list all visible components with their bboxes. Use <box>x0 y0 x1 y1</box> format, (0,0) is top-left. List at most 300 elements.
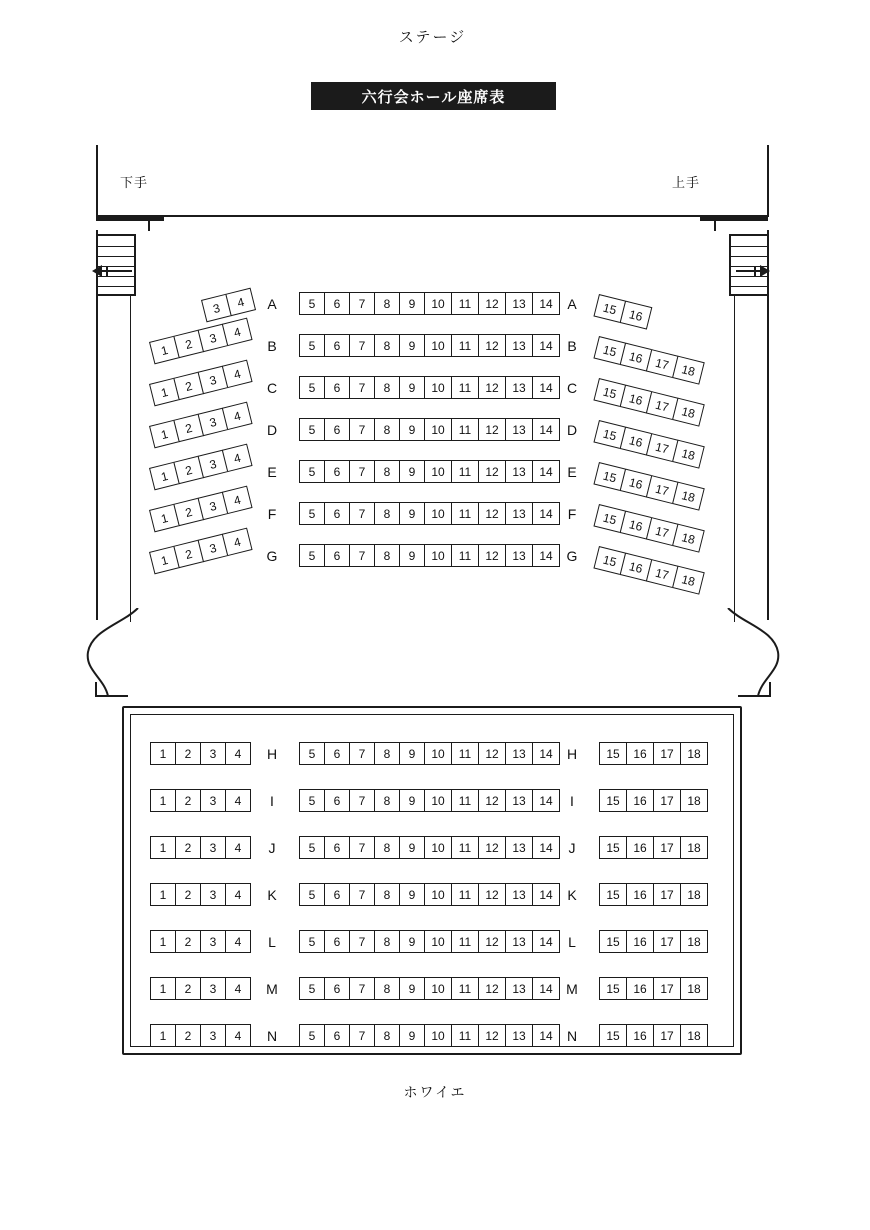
seat-E-2[interactable]: 2 <box>173 456 204 485</box>
seat-row-left-M <box>150 977 251 1000</box>
seat-C-5[interactable]: 5 <box>299 376 325 399</box>
seat-row-center-J <box>299 836 560 859</box>
wall-curve-left <box>82 608 140 698</box>
seat-C-2[interactable]: 2 <box>173 372 204 401</box>
seat-row-center-H <box>299 742 560 765</box>
seat-A-12[interactable]: 12 <box>478 292 506 315</box>
seat-M-7[interactable]: 7 <box>349 977 375 1000</box>
seat-L-5[interactable]: 5 <box>299 930 325 953</box>
seat-H-13[interactable]: 13 <box>505 742 533 765</box>
seat-J-2[interactable]: 2 <box>175 836 201 859</box>
seat-J-11[interactable]: 11 <box>451 836 479 859</box>
row-letter-F-left: F <box>267 506 277 522</box>
seat-J-8[interactable]: 8 <box>374 836 400 859</box>
seat-E-5[interactable]: 5 <box>299 460 325 483</box>
seat-G-3[interactable]: 3 <box>198 534 229 563</box>
seat-J-1[interactable]: 1 <box>150 836 176 859</box>
seat-J-13[interactable]: 13 <box>505 836 533 859</box>
seat-G-1[interactable]: 1 <box>149 546 180 575</box>
seat-E-6[interactable]: 6 <box>324 460 350 483</box>
seat-N-2[interactable]: 2 <box>175 1024 201 1047</box>
seat-B-12[interactable]: 12 <box>478 334 506 357</box>
seat-row-center-A <box>299 292 560 315</box>
stage-label: ステージ <box>398 29 467 46</box>
row-letter-H-right: H <box>566 746 578 762</box>
seat-M-18[interactable]: 18 <box>680 977 708 1000</box>
seat-B-3[interactable]: 3 <box>198 324 229 353</box>
seat-B-17[interactable]: 17 <box>646 349 679 378</box>
row-letter-A-left: A <box>267 296 277 312</box>
seat-B-16[interactable]: 16 <box>620 343 653 372</box>
seat-M-14[interactable]: 14 <box>532 977 560 1000</box>
seat-E-13[interactable]: 13 <box>505 460 533 483</box>
seat-G-10[interactable]: 10 <box>424 544 452 567</box>
seat-K-17[interactable]: 17 <box>653 883 681 906</box>
seat-B-18[interactable]: 18 <box>672 356 705 385</box>
row-letter-L-right: L <box>568 934 576 950</box>
seat-K-9[interactable]: 9 <box>399 883 425 906</box>
seat-row-center-F <box>299 502 560 525</box>
seat-I-17[interactable]: 17 <box>653 789 681 812</box>
seat-N-17[interactable]: 17 <box>653 1024 681 1047</box>
seat-L-16[interactable]: 16 <box>626 930 654 953</box>
seat-E-16[interactable]: 16 <box>620 469 653 498</box>
seat-L-15[interactable]: 15 <box>599 930 627 953</box>
seat-C-17[interactable]: 17 <box>646 391 679 420</box>
seat-A-16[interactable]: 16 <box>620 301 653 330</box>
seat-B-10[interactable]: 10 <box>424 334 452 357</box>
seat-row-left-I <box>150 789 251 812</box>
seat-N-8[interactable]: 8 <box>374 1024 400 1047</box>
row-letter-M-right: M <box>566 981 578 997</box>
seat-H-3[interactable]: 3 <box>200 742 226 765</box>
row-letter-A-right: A <box>567 296 577 312</box>
seat-B-6[interactable]: 6 <box>324 334 350 357</box>
seat-N-14[interactable]: 14 <box>532 1024 560 1047</box>
seat-row-center-C <box>299 376 560 399</box>
row-letter-B-right: B <box>567 338 577 354</box>
seat-I-15[interactable]: 15 <box>599 789 627 812</box>
seat-B-7[interactable]: 7 <box>349 334 375 357</box>
seat-C-12[interactable]: 12 <box>478 376 506 399</box>
seat-K-4[interactable]: 4 <box>225 883 251 906</box>
seat-C-10[interactable]: 10 <box>424 376 452 399</box>
row-letter-E-left: E <box>267 464 277 480</box>
seat-J-12[interactable]: 12 <box>478 836 506 859</box>
seat-L-6[interactable]: 6 <box>324 930 350 953</box>
seat-J-3[interactable]: 3 <box>200 836 226 859</box>
stage-right-label: 上手 <box>672 175 701 190</box>
seat-J-5[interactable]: 5 <box>299 836 325 859</box>
seat-G-15[interactable]: 15 <box>593 546 626 575</box>
seat-H-9[interactable]: 9 <box>399 742 425 765</box>
seat-row-left-K <box>150 883 251 906</box>
seat-L-17[interactable]: 17 <box>653 930 681 953</box>
seat-H-11[interactable]: 11 <box>451 742 479 765</box>
row-letter-J-left: J <box>268 840 276 856</box>
seat-N-10[interactable]: 10 <box>424 1024 452 1047</box>
seat-C-15[interactable]: 15 <box>593 378 626 407</box>
seat-D-4[interactable]: 4 <box>222 402 253 431</box>
seat-I-9[interactable]: 9 <box>399 789 425 812</box>
seat-B-2[interactable]: 2 <box>173 330 204 359</box>
seat-B-11[interactable]: 11 <box>451 334 479 357</box>
seat-I-3[interactable]: 3 <box>200 789 226 812</box>
row-letter-G-left: G <box>266 548 278 564</box>
seat-M-8[interactable]: 8 <box>374 977 400 1000</box>
seat-G-4[interactable]: 4 <box>222 528 253 557</box>
seat-L-12[interactable]: 12 <box>478 930 506 953</box>
seat-J-15[interactable]: 15 <box>599 836 627 859</box>
seat-M-17[interactable]: 17 <box>653 977 681 1000</box>
seat-J-4[interactable]: 4 <box>225 836 251 859</box>
seat-A-10[interactable]: 10 <box>424 292 452 315</box>
seat-E-8[interactable]: 8 <box>374 460 400 483</box>
seat-E-17[interactable]: 17 <box>646 475 679 504</box>
seat-D-5[interactable]: 5 <box>299 418 325 441</box>
seat-E-9[interactable]: 9 <box>399 460 425 483</box>
seat-A-13[interactable]: 13 <box>505 292 533 315</box>
seat-F-18[interactable]: 18 <box>672 524 705 553</box>
seat-J-17[interactable]: 17 <box>653 836 681 859</box>
seat-I-6[interactable]: 6 <box>324 789 350 812</box>
seat-L-7[interactable]: 7 <box>349 930 375 953</box>
row-letter-I-right: I <box>570 793 574 809</box>
seat-D-18[interactable]: 18 <box>672 440 705 469</box>
seat-D-8[interactable]: 8 <box>374 418 400 441</box>
seat-N-9[interactable]: 9 <box>399 1024 425 1047</box>
seat-E-11[interactable]: 11 <box>451 460 479 483</box>
seat-E-7[interactable]: 7 <box>349 460 375 483</box>
seat-I-16[interactable]: 16 <box>626 789 654 812</box>
seat-N-1[interactable]: 1 <box>150 1024 176 1047</box>
seat-G-16[interactable]: 16 <box>620 553 653 582</box>
exit-arrow-left-icon <box>92 265 134 277</box>
seat-H-2[interactable]: 2 <box>175 742 201 765</box>
seat-K-15[interactable]: 15 <box>599 883 627 906</box>
seat-B-9[interactable]: 9 <box>399 334 425 357</box>
seat-J-7[interactable]: 7 <box>349 836 375 859</box>
seat-D-17[interactable]: 17 <box>646 433 679 462</box>
seat-M-4[interactable]: 4 <box>225 977 251 1000</box>
seat-H-16[interactable]: 16 <box>626 742 654 765</box>
seat-G-12[interactable]: 12 <box>478 544 506 567</box>
seat-L-18[interactable]: 18 <box>680 930 708 953</box>
seat-B-5[interactable]: 5 <box>299 334 325 357</box>
seat-G-2[interactable]: 2 <box>173 540 204 569</box>
seat-A-11[interactable]: 11 <box>451 292 479 315</box>
seat-C-14[interactable]: 14 <box>532 376 560 399</box>
seat-L-14[interactable]: 14 <box>532 930 560 953</box>
seat-L-2[interactable]: 2 <box>175 930 201 953</box>
seat-L-8[interactable]: 8 <box>374 930 400 953</box>
seat-I-1[interactable]: 1 <box>150 789 176 812</box>
seat-D-13[interactable]: 13 <box>505 418 533 441</box>
seat-N-12[interactable]: 12 <box>478 1024 506 1047</box>
seat-N-15[interactable]: 15 <box>599 1024 627 1047</box>
row-letter-C-left: C <box>266 380 278 396</box>
seat-A-6[interactable]: 6 <box>324 292 350 315</box>
seat-K-12[interactable]: 12 <box>478 883 506 906</box>
seat-G-14[interactable]: 14 <box>532 544 560 567</box>
row-letter-J-right: J <box>568 840 576 856</box>
seat-B-4[interactable]: 4 <box>222 318 253 347</box>
seat-E-15[interactable]: 15 <box>593 462 626 491</box>
seat-B-14[interactable]: 14 <box>532 334 560 357</box>
seat-D-16[interactable]: 16 <box>620 427 653 456</box>
seat-F-9[interactable]: 9 <box>399 502 425 525</box>
seat-row-right-H <box>599 742 708 765</box>
seat-A-14[interactable]: 14 <box>532 292 560 315</box>
seat-M-1[interactable]: 1 <box>150 977 176 1000</box>
seat-row-right-J <box>599 836 708 859</box>
seat-F-14[interactable]: 14 <box>532 502 560 525</box>
seat-D-9[interactable]: 9 <box>399 418 425 441</box>
seat-I-4[interactable]: 4 <box>225 789 251 812</box>
seat-J-18[interactable]: 18 <box>680 836 708 859</box>
seat-F-15[interactable]: 15 <box>593 504 626 533</box>
seat-L-10[interactable]: 10 <box>424 930 452 953</box>
seat-D-7[interactable]: 7 <box>349 418 375 441</box>
seat-I-2[interactable]: 2 <box>175 789 201 812</box>
row-letter-C-right: C <box>566 380 578 396</box>
seat-row-center-N <box>299 1024 560 1047</box>
seat-F-2[interactable]: 2 <box>173 498 204 527</box>
seat-A-4[interactable]: 4 <box>225 288 256 317</box>
seat-K-10[interactable]: 10 <box>424 883 452 906</box>
seat-D-14[interactable]: 14 <box>532 418 560 441</box>
seat-K-6[interactable]: 6 <box>324 883 350 906</box>
seat-N-5[interactable]: 5 <box>299 1024 325 1047</box>
seat-H-7[interactable]: 7 <box>349 742 375 765</box>
seat-M-15[interactable]: 15 <box>599 977 627 1000</box>
seat-M-5[interactable]: 5 <box>299 977 325 1000</box>
seat-I-12[interactable]: 12 <box>478 789 506 812</box>
seat-H-10[interactable]: 10 <box>424 742 452 765</box>
seat-F-1[interactable]: 1 <box>149 504 180 533</box>
seat-N-18[interactable]: 18 <box>680 1024 708 1047</box>
seat-H-12[interactable]: 12 <box>478 742 506 765</box>
seat-H-14[interactable]: 14 <box>532 742 560 765</box>
seat-row-center-D <box>299 418 560 441</box>
seat-D-12[interactable]: 12 <box>478 418 506 441</box>
seat-G-17[interactable]: 17 <box>646 559 679 588</box>
seat-I-14[interactable]: 14 <box>532 789 560 812</box>
seat-E-3[interactable]: 3 <box>198 450 229 479</box>
seat-K-8[interactable]: 8 <box>374 883 400 906</box>
seat-N-16[interactable]: 16 <box>626 1024 654 1047</box>
seat-J-14[interactable]: 14 <box>532 836 560 859</box>
seat-L-9[interactable]: 9 <box>399 930 425 953</box>
seat-H-17[interactable]: 17 <box>653 742 681 765</box>
seat-K-13[interactable]: 13 <box>505 883 533 906</box>
seat-M-2[interactable]: 2 <box>175 977 201 1000</box>
seat-E-14[interactable]: 14 <box>532 460 560 483</box>
seat-I-5[interactable]: 5 <box>299 789 325 812</box>
seat-H-5[interactable]: 5 <box>299 742 325 765</box>
seat-C-4[interactable]: 4 <box>222 360 253 389</box>
seat-K-5[interactable]: 5 <box>299 883 325 906</box>
row-letter-N-right: N <box>566 1028 578 1044</box>
seat-F-10[interactable]: 10 <box>424 502 452 525</box>
seat-I-10[interactable]: 10 <box>424 789 452 812</box>
seat-H-6[interactable]: 6 <box>324 742 350 765</box>
seat-M-9[interactable]: 9 <box>399 977 425 1000</box>
seat-N-6[interactable]: 6 <box>324 1024 350 1047</box>
seat-C-13[interactable]: 13 <box>505 376 533 399</box>
seat-K-7[interactable]: 7 <box>349 883 375 906</box>
seat-M-6[interactable]: 6 <box>324 977 350 1000</box>
seat-row-left-L <box>150 930 251 953</box>
seat-F-6[interactable]: 6 <box>324 502 350 525</box>
seat-K-1[interactable]: 1 <box>150 883 176 906</box>
seat-N-4[interactable]: 4 <box>225 1024 251 1047</box>
seat-C-9[interactable]: 9 <box>399 376 425 399</box>
seat-C-6[interactable]: 6 <box>324 376 350 399</box>
seat-K-18[interactable]: 18 <box>680 883 708 906</box>
stage-lip-right <box>700 216 768 221</box>
seat-I-18[interactable]: 18 <box>680 789 708 812</box>
seat-L-13[interactable]: 13 <box>505 930 533 953</box>
seat-row-right-N <box>599 1024 708 1047</box>
seat-F-5[interactable]: 5 <box>299 502 325 525</box>
row-letter-B-left: B <box>267 338 277 354</box>
seat-D-3[interactable]: 3 <box>198 408 229 437</box>
seat-F-16[interactable]: 16 <box>620 511 653 540</box>
seat-I-11[interactable]: 11 <box>451 789 479 812</box>
seat-E-1[interactable]: 1 <box>149 462 180 491</box>
seat-M-11[interactable]: 11 <box>451 977 479 1000</box>
seat-M-10[interactable]: 10 <box>424 977 452 1000</box>
seat-C-3[interactable]: 3 <box>198 366 229 395</box>
seat-J-16[interactable]: 16 <box>626 836 654 859</box>
seat-L-4[interactable]: 4 <box>225 930 251 953</box>
seat-B-8[interactable]: 8 <box>374 334 400 357</box>
seat-F-11[interactable]: 11 <box>451 502 479 525</box>
seat-D-10[interactable]: 10 <box>424 418 452 441</box>
seat-N-3[interactable]: 3 <box>200 1024 226 1047</box>
row-letter-H-left: H <box>266 746 278 762</box>
seat-C-7[interactable]: 7 <box>349 376 375 399</box>
seat-E-10[interactable]: 10 <box>424 460 452 483</box>
seat-A-5[interactable]: 5 <box>299 292 325 315</box>
seat-F-4[interactable]: 4 <box>222 486 253 515</box>
seat-F-17[interactable]: 17 <box>646 517 679 546</box>
seat-A-3[interactable]: 3 <box>201 294 232 323</box>
seat-E-4[interactable]: 4 <box>222 444 253 473</box>
seat-I-8[interactable]: 8 <box>374 789 400 812</box>
seat-G-7[interactable]: 7 <box>349 544 375 567</box>
seat-M-16[interactable]: 16 <box>626 977 654 1000</box>
seat-C-16[interactable]: 16 <box>620 385 653 414</box>
seat-F-13[interactable]: 13 <box>505 502 533 525</box>
seat-row-center-E <box>299 460 560 483</box>
row-letter-D-right: D <box>566 422 578 438</box>
seat-G-13[interactable]: 13 <box>505 544 533 567</box>
seat-A-15[interactable]: 15 <box>593 294 626 323</box>
seat-J-6[interactable]: 6 <box>324 836 350 859</box>
seat-L-3[interactable]: 3 <box>200 930 226 953</box>
row-letter-I-left: I <box>270 793 274 809</box>
seat-K-2[interactable]: 2 <box>175 883 201 906</box>
seat-K-16[interactable]: 16 <box>626 883 654 906</box>
wall-curve-right <box>726 608 784 698</box>
seat-F-3[interactable]: 3 <box>198 492 229 521</box>
seat-H-18[interactable]: 18 <box>680 742 708 765</box>
row-letter-L-left: L <box>268 934 276 950</box>
seat-A-9[interactable]: 9 <box>399 292 425 315</box>
foyer-label: ホワイエ <box>403 1084 467 1100</box>
seat-D-11[interactable]: 11 <box>451 418 479 441</box>
seat-G-11[interactable]: 11 <box>451 544 479 567</box>
row-letter-N-left: N <box>266 1028 278 1044</box>
seat-row-center-K <box>299 883 560 906</box>
seat-K-3[interactable]: 3 <box>200 883 226 906</box>
seat-B-1[interactable]: 1 <box>149 336 180 365</box>
seat-G-5[interactable]: 5 <box>299 544 325 567</box>
seat-row-right-M <box>599 977 708 1000</box>
seat-J-10[interactable]: 10 <box>424 836 452 859</box>
seat-K-11[interactable]: 11 <box>451 883 479 906</box>
seat-H-4[interactable]: 4 <box>225 742 251 765</box>
seat-C-18[interactable]: 18 <box>672 398 705 427</box>
seat-H-1[interactable]: 1 <box>150 742 176 765</box>
seat-F-8[interactable]: 8 <box>374 502 400 525</box>
seat-G-8[interactable]: 8 <box>374 544 400 567</box>
seat-F-12[interactable]: 12 <box>478 502 506 525</box>
seat-G-18[interactable]: 18 <box>672 566 705 595</box>
seat-M-13[interactable]: 13 <box>505 977 533 1000</box>
seat-D-2[interactable]: 2 <box>173 414 204 443</box>
seat-N-11[interactable]: 11 <box>451 1024 479 1047</box>
seat-A-8[interactable]: 8 <box>374 292 400 315</box>
seat-E-18[interactable]: 18 <box>672 482 705 511</box>
stage-area <box>96 145 769 217</box>
seat-I-13[interactable]: 13 <box>505 789 533 812</box>
seat-row-right-I <box>599 789 708 812</box>
seat-L-11[interactable]: 11 <box>451 930 479 953</box>
seat-C-1[interactable]: 1 <box>149 378 180 407</box>
seat-H-15[interactable]: 15 <box>599 742 627 765</box>
seat-B-15[interactable]: 15 <box>593 336 626 365</box>
seat-N-7[interactable]: 7 <box>349 1024 375 1047</box>
seat-C-11[interactable]: 11 <box>451 376 479 399</box>
seat-D-6[interactable]: 6 <box>324 418 350 441</box>
seat-row-left-J <box>150 836 251 859</box>
seat-D-15[interactable]: 15 <box>593 420 626 449</box>
seat-G-9[interactable]: 9 <box>399 544 425 567</box>
seat-H-8[interactable]: 8 <box>374 742 400 765</box>
row-letter-G-right: G <box>566 548 578 564</box>
seat-C-8[interactable]: 8 <box>374 376 400 399</box>
seat-K-14[interactable]: 14 <box>532 883 560 906</box>
seat-E-12[interactable]: 12 <box>478 460 506 483</box>
seat-row-center-B <box>299 334 560 357</box>
seat-A-7[interactable]: 7 <box>349 292 375 315</box>
seat-B-13[interactable]: 13 <box>505 334 533 357</box>
stage-lip-left <box>96 216 164 221</box>
seat-F-7[interactable]: 7 <box>349 502 375 525</box>
seat-G-6[interactable]: 6 <box>324 544 350 567</box>
seat-M-3[interactable]: 3 <box>200 977 226 1000</box>
seat-L-1[interactable]: 1 <box>150 930 176 953</box>
seat-row-center-M <box>299 977 560 1000</box>
seat-M-12[interactable]: 12 <box>478 977 506 1000</box>
seat-J-9[interactable]: 9 <box>399 836 425 859</box>
seat-N-13[interactable]: 13 <box>505 1024 533 1047</box>
seat-D-1[interactable]: 1 <box>149 420 180 449</box>
seat-I-7[interactable]: 7 <box>349 789 375 812</box>
